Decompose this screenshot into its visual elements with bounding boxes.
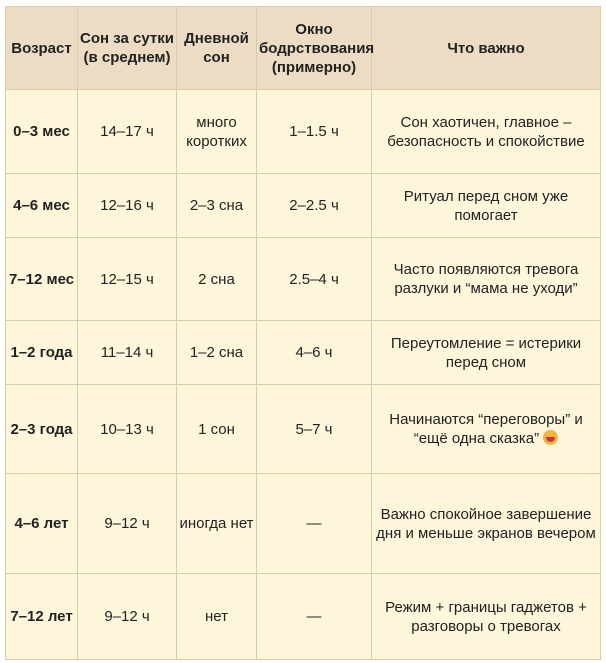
cell-day [177,574,257,660]
cell-window [257,385,372,474]
cell-note-text: Часто появляются тревога разлуки и “мама не уходи” [393,261,579,297]
cell-total-text: 12–15 ч [100,270,154,288]
table-row [6,321,601,385]
cell-day-text: 1 сон [198,420,235,438]
cell-age [6,238,78,321]
cell-note-text: Начинаются “переговоры” и “ещё одна сказка” [389,411,583,447]
cell-day [177,321,257,385]
sleep-table [5,6,601,660]
cell-day-text: иногда нет [179,515,254,532]
cell-day-text: 2 сна [198,270,235,288]
cell-window [257,321,372,385]
cell-total [78,385,177,474]
table-row [6,90,601,174]
cell-age [6,574,78,660]
cell-window [257,474,372,574]
cell-age-text: 7–12 лет [10,608,73,625]
cell-total-text: 12–16 ч [100,197,154,214]
cell-day [177,238,257,321]
cell-window-text: 2.5–4 ч [289,270,339,288]
table-row [6,174,601,238]
cell-total [78,574,177,660]
table-row [6,385,601,474]
cell-age [6,90,78,174]
cell-note [372,90,601,174]
cell-window-text: 4–6 ч [295,344,333,361]
cell-window-text: 1–1.5 ч [289,123,339,140]
header-row [6,7,601,90]
cell-total [78,474,177,574]
header-total: Сон за сутки (в среднем) [78,7,177,90]
cell-day-text: 2–3 сна [189,197,244,214]
cell-day [177,385,257,474]
header-window: Окно бодрствования (примерно) [257,7,372,90]
cell-day [177,174,257,238]
cell-total-text: 11–14 ч [100,344,154,361]
cell-day-text: много коротких [186,113,247,150]
cell-note [372,474,601,574]
cell-window-text: 5–7 ч [295,420,333,438]
cell-note-text: Сон хаотичен, главное – безопасность и спокойствие [387,113,585,150]
cell-age-text: 4–6 мес [13,197,70,214]
cell-age-text: 2–3 года [10,420,73,438]
cell-window-text: — [306,608,322,625]
cell-day [177,474,257,574]
cell-day-text: 1–2 сна [189,344,244,361]
cell-total [78,321,177,385]
cell-total-text: 10–13 ч [100,420,154,438]
cell-note [372,574,601,660]
cell-total-text: 9–12 ч [104,515,150,532]
cell-age-text: 1–2 года [10,344,73,361]
cell-total-text: 9–12 ч [104,608,150,625]
header-day: Дневной сон [177,7,257,90]
cell-window-text: 2–2.5 ч [289,197,339,214]
cell-window-text: — [306,515,322,532]
cell-total [78,238,177,321]
cell-total [78,90,177,174]
cell-day-text: нет [205,608,228,625]
cell-age [6,474,78,574]
cell-window [257,238,372,321]
cell-age-text: 0–3 мес [13,123,70,140]
grinning-face-emoji-icon [543,430,558,445]
cell-window [257,174,372,238]
cell-total-text: 14–17 ч [100,123,154,140]
cell-note [372,174,601,238]
cell-age [6,385,78,474]
cell-note [372,385,601,474]
table-row [6,238,601,321]
cell-note-text: Ритуал перед сном уже помогает [403,187,569,224]
header-age: Возраст [6,7,78,90]
cell-note-text: Режим + границы гаджетов + разговоры о тревогах [385,598,587,635]
cell-note [372,321,601,385]
cell-age [6,321,78,385]
header-note: Что важно [372,7,601,90]
cell-note-text: Переутомление = истерики перед сном [390,334,582,371]
cell-window [257,90,372,174]
cell-note-text: Важно спокойное завершение дня и меньше экранов вечером [376,505,596,542]
table-row [6,574,601,660]
cell-age-text: 7–12 мес [8,270,75,288]
cell-total [78,174,177,238]
cell-age-text: 4–6 лет [14,515,69,532]
cell-day [177,90,257,174]
table-row [6,474,601,574]
cell-window [257,574,372,660]
cell-age [6,174,78,238]
cell-note [372,238,601,321]
